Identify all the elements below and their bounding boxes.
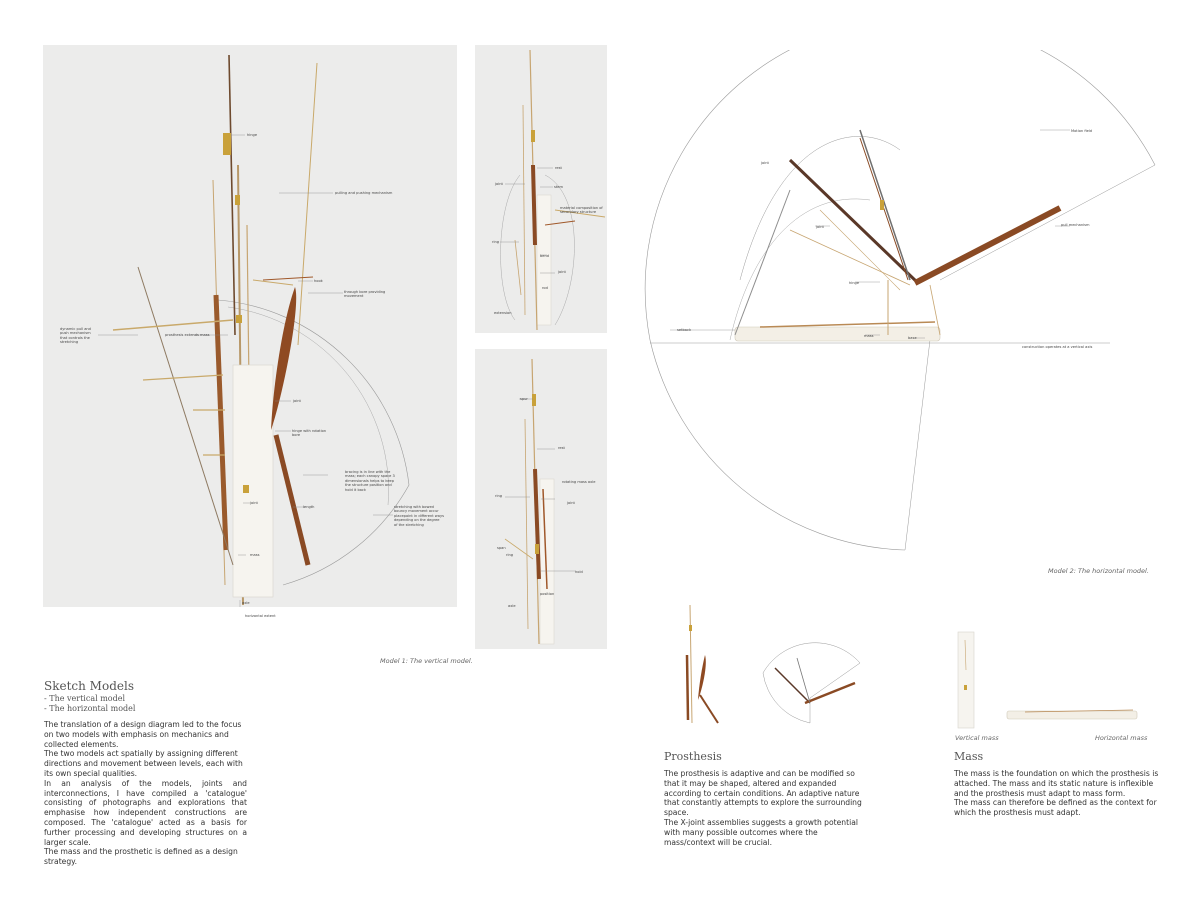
detail-top-drawing	[475, 45, 607, 333]
annotation-horizontal-extent: horizontal extent	[245, 614, 276, 618]
detail-bottom-label-spur: spur	[520, 397, 528, 401]
model2-label-setback: setback	[677, 328, 692, 332]
detail-bottom-drawing	[475, 349, 607, 649]
model2-label-base: base	[908, 336, 917, 340]
detail-top-label-extension: extension	[494, 311, 512, 315]
sketch-models-subtitle-horizontal: - The horizontal model	[44, 704, 136, 713]
sketch-paragraph: The two models act spatially by assigning different directions and movement between levels, each with its own special qualities.	[44, 749, 243, 778]
detail-top-label-bend: bend	[540, 254, 550, 258]
annotation-mass: mass	[250, 553, 260, 557]
model2-label-joint-2: joint	[816, 225, 824, 229]
mass-caption-horizontal: Horizontal mass	[1095, 734, 1148, 742]
annotation-joint-2: joint	[250, 501, 258, 505]
annotation-hook: hook	[314, 279, 323, 283]
mass-caption-vertical: Vertical mass	[955, 734, 999, 742]
prosthesis-paragraph: The X-joint assemblies suggests a growth potential with many possible outcomes where the mass/context will be crucial.	[664, 817, 858, 847]
prosthesis-title: Prosthesis	[664, 750, 722, 763]
sketch-paragraph: In an analysis of the models, joints and interconnections, I have compiled a 'catalogue' consisting of photographs and explorations that emphasise how independent constructions are composed. The 'catalogue' acted as a basis for further processing and developing structures on a larger scale.	[44, 778, 247, 847]
model2-label-joint: joint	[761, 161, 769, 165]
detail-bottom-label-axle: axle	[508, 604, 516, 608]
detail-top-label-joint-2: joint	[558, 270, 566, 274]
annotation-length: length	[303, 505, 315, 509]
model2-label-construction: construction operates at a vertical axis	[1022, 345, 1093, 349]
model2-label-mass: mass	[864, 334, 874, 338]
annotation-through-bore: through bore providing movement	[344, 290, 386, 299]
prosthesis-thumbnail-vertical	[660, 605, 730, 725]
prosthesis-thumbnail-horizontal	[755, 628, 885, 728]
detail-top-label-ring: ring	[492, 240, 500, 244]
detail-bottom-label-joint: joint	[567, 501, 575, 505]
detail-bottom-label-rotating: rotating mass axle	[562, 480, 596, 484]
annotation-stretching: stretching with bowed bouncy movement occur placepoint in different ways depending on the degree of the stretching	[394, 505, 444, 527]
mass-body	[954, 769, 1159, 818]
model1-caption: Model 1: The vertical model.	[380, 657, 473, 665]
detail-top-label-rest: rest	[555, 166, 562, 170]
mass-thumbnail-horizontal	[1005, 706, 1140, 722]
prosthesis-paragraph: The prosthesis is adaptive and can be modified so that it may be shaped, altered and expanded according to certain conditions. An adaptive nature that constantly attempts to explore the surrounding space.	[664, 769, 862, 818]
model2-label-pull-mechanism: pull mechanism	[1061, 223, 1090, 227]
sketch-paragraph: The translation of a design diagram led to the focus on two models with emphasis on mechanics and collected elements.	[44, 720, 242, 749]
detail-bottom-label-ring: ring	[495, 494, 503, 498]
annotation-dynamic-pull: dynamic pull and push mechanism that controls the stretching	[60, 327, 91, 345]
sketch-paragraph: The mass and the prosthetic is defined as a design strategy.	[44, 847, 238, 867]
detail-bottom-label-ring-2: ring	[506, 553, 514, 557]
vertical-model-detail-photo-bottom	[475, 349, 607, 649]
annotation-hinge: hinge	[247, 133, 258, 137]
detail-top-label-stem: stem	[554, 185, 563, 189]
horizontal-model-drawing	[640, 50, 1180, 570]
detail-bottom-label-rest: rest	[558, 446, 565, 450]
mass-paragraph: The mass can therefore be defined as the context for which the prosthesis must adapt.	[954, 798, 1157, 818]
detail-top-label-material: material composition of secondary structure	[560, 206, 603, 215]
detail-top-label-joint: joint	[495, 182, 503, 186]
sketch-models-title: Sketch Models	[44, 679, 134, 693]
annotation-prosthesis-extends: prosthesis extends mass	[165, 333, 210, 337]
annotation-bracing: bracing is in line with the mass; each canopy space 3 dimensionals helps to keep the structure position and hold it back	[345, 470, 395, 492]
vertical-model-detail-photo-top	[475, 45, 607, 333]
sketch-models-subtitle-vertical: - The vertical model	[44, 694, 126, 703]
prosthesis-body	[664, 769, 867, 847]
annotation-joint: joint	[293, 399, 301, 403]
annotation-pulling-pushing: pulling and pushing mechanism	[335, 191, 393, 195]
mass-title: Mass	[954, 750, 984, 763]
detail-bottom-label-position: position	[540, 592, 555, 596]
annotation-axle: axle	[242, 601, 250, 605]
detail-top-label-rod: rod	[542, 286, 548, 290]
model2-label-hinge: hinge	[849, 281, 860, 285]
detail-bottom-label-span: span	[497, 546, 506, 550]
detail-bottom-label-hold: hold	[575, 570, 583, 574]
model2-label-motion-field: Motion field	[1071, 129, 1093, 133]
mass-thumbnail-vertical	[955, 630, 977, 730]
sketch-models-body	[44, 720, 247, 867]
annotation-hinge-rotation: hinge with rotation bore	[292, 429, 327, 438]
model2-caption: Model 2: The horizontal model.	[1048, 567, 1149, 575]
mass-paragraph: The mass is the foundation on which the prosthesis is attached. The mass and its static nature is inflexible and the prosthesis must adapt to mass form.	[954, 769, 1159, 798]
